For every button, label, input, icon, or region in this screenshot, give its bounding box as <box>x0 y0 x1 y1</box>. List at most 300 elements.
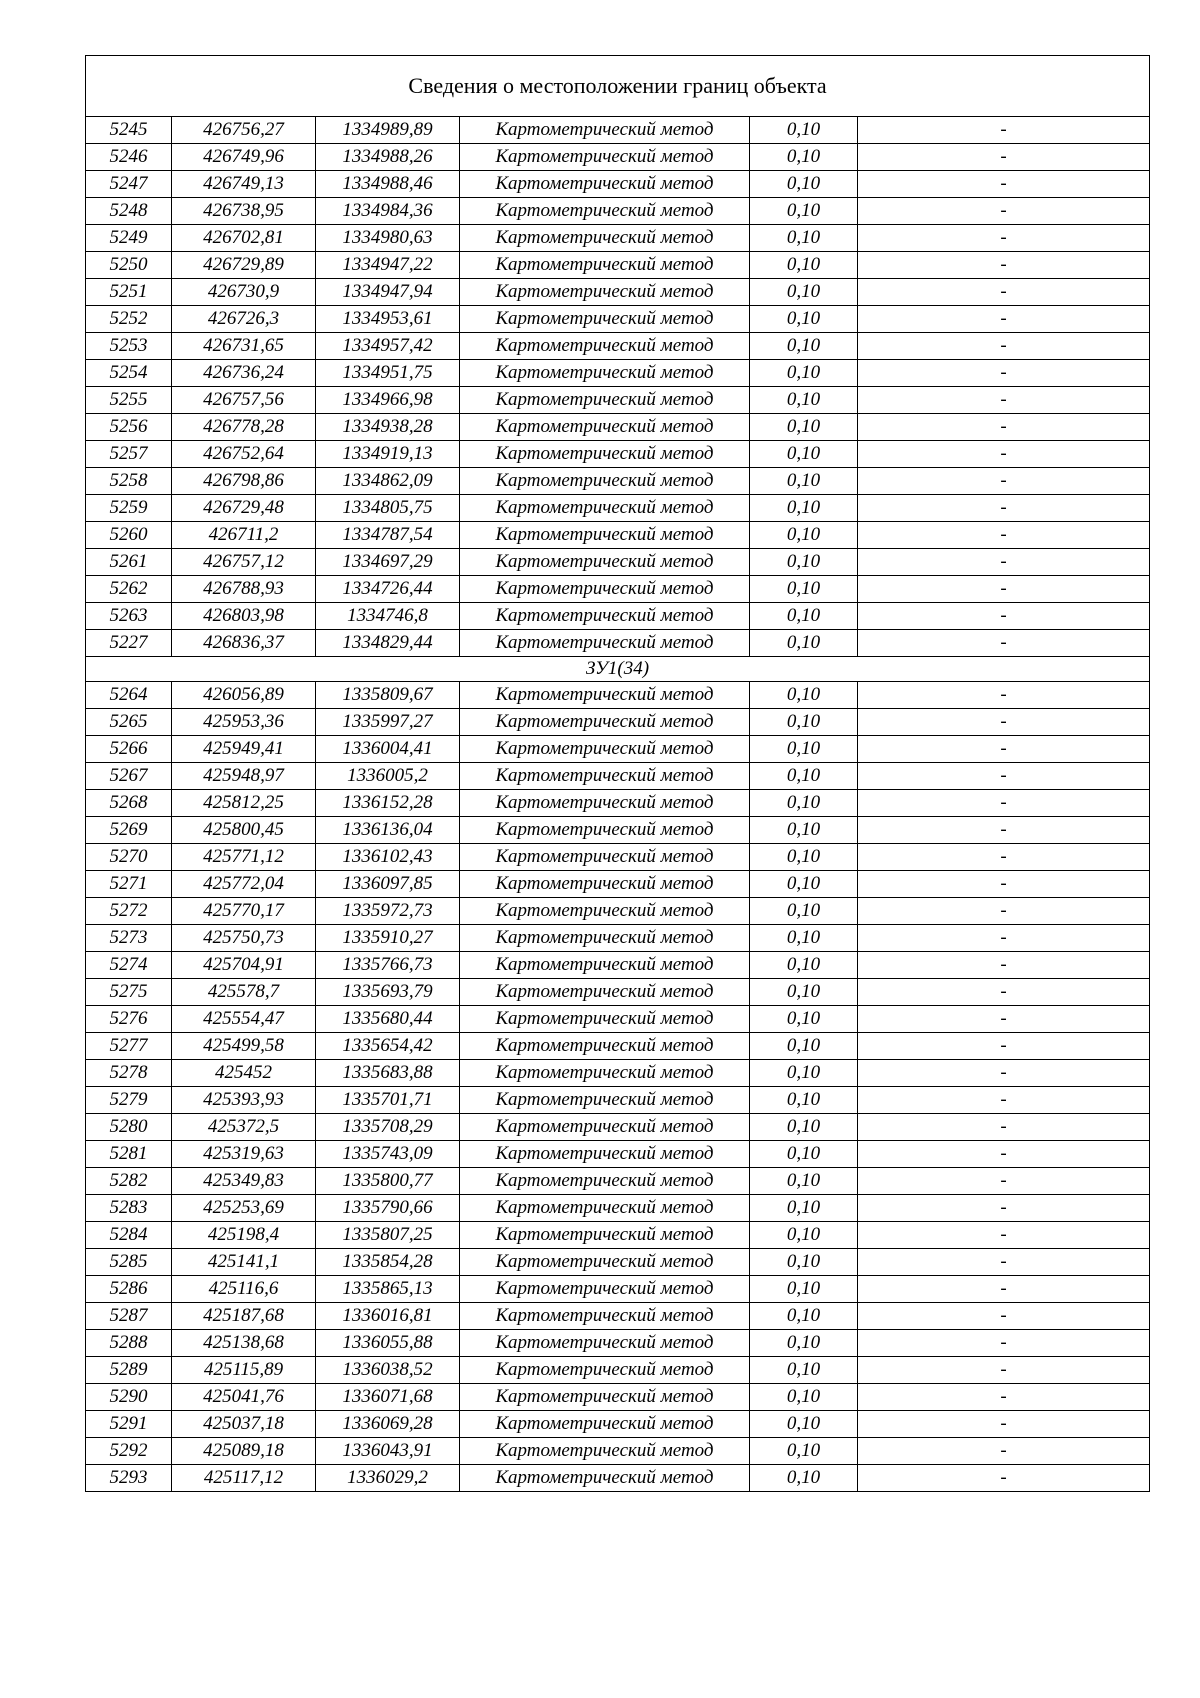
x-coordinate-cell: 426730,9 <box>172 279 316 306</box>
accuracy-cell: 0,10 <box>750 736 858 763</box>
x-coordinate-cell: 426056,89 <box>172 682 316 709</box>
accuracy-cell: 0,10 <box>750 1087 858 1114</box>
accuracy-cell: 0,10 <box>750 709 858 736</box>
table-row <box>86 1195 1150 1222</box>
method-cell: Картометрический метод <box>460 736 750 763</box>
method-cell: Картометрический метод <box>460 171 750 198</box>
method-cell: Картометрический метод <box>460 1114 750 1141</box>
y-coordinate-cell: 1335743,09 <box>316 1141 460 1168</box>
accuracy-cell: 0,10 <box>750 360 858 387</box>
table-row <box>86 1060 1150 1087</box>
note-cell: - <box>858 387 1150 414</box>
note-cell: - <box>858 1384 1150 1411</box>
accuracy-cell: 0,10 <box>750 495 858 522</box>
note-cell: - <box>858 1006 1150 1033</box>
point-number-cell: 5268 <box>86 790 172 817</box>
y-coordinate-cell: 1335865,13 <box>316 1276 460 1303</box>
y-coordinate-cell: 1335910,27 <box>316 925 460 952</box>
x-coordinate-cell: 425800,45 <box>172 817 316 844</box>
x-coordinate-cell: 425187,68 <box>172 1303 316 1330</box>
y-coordinate-cell: 1336005,2 <box>316 763 460 790</box>
note-cell: - <box>858 763 1150 790</box>
method-cell: Картометрический метод <box>460 709 750 736</box>
point-number-cell: 5254 <box>86 360 172 387</box>
y-coordinate-cell: 1335809,67 <box>316 682 460 709</box>
method-cell: Картометрический метод <box>460 1060 750 1087</box>
method-cell: Картометрический метод <box>460 1357 750 1384</box>
note-cell: - <box>858 333 1150 360</box>
x-coordinate-cell: 425953,36 <box>172 709 316 736</box>
point-number-cell: 5265 <box>86 709 172 736</box>
x-coordinate-cell: 425117,12 <box>172 1465 316 1492</box>
y-coordinate-cell: 1335997,27 <box>316 709 460 736</box>
method-cell: Картометрический метод <box>460 522 750 549</box>
accuracy-cell: 0,10 <box>750 1357 858 1384</box>
accuracy-cell: 0,10 <box>750 979 858 1006</box>
y-coordinate-cell: 1334980,63 <box>316 225 460 252</box>
table-row <box>86 549 1150 576</box>
x-coordinate-cell: 426788,93 <box>172 576 316 603</box>
table-row <box>86 1006 1150 1033</box>
note-cell: - <box>858 144 1150 171</box>
y-coordinate-cell: 1336038,52 <box>316 1357 460 1384</box>
x-coordinate-cell: 425253,69 <box>172 1195 316 1222</box>
y-coordinate-cell: 1335680,44 <box>316 1006 460 1033</box>
point-number-cell: 5290 <box>86 1384 172 1411</box>
note-cell: - <box>858 1465 1150 1492</box>
point-number-cell: 5276 <box>86 1006 172 1033</box>
point-number-cell: 5258 <box>86 468 172 495</box>
x-coordinate-cell: 425499,58 <box>172 1033 316 1060</box>
x-coordinate-cell: 426778,28 <box>172 414 316 441</box>
point-number-cell: 5266 <box>86 736 172 763</box>
method-cell: Картометрический метод <box>460 117 750 144</box>
method-cell: Картометрический метод <box>460 306 750 333</box>
accuracy-cell: 0,10 <box>750 1465 858 1492</box>
table-row <box>86 1384 1150 1411</box>
method-cell: Картометрический метод <box>460 898 750 925</box>
note-cell: - <box>858 736 1150 763</box>
note-cell: - <box>858 844 1150 871</box>
y-coordinate-cell: 1335708,29 <box>316 1114 460 1141</box>
accuracy-cell: 0,10 <box>750 441 858 468</box>
table-row <box>86 817 1150 844</box>
note-cell: - <box>858 1195 1150 1222</box>
method-cell: Картометрический метод <box>460 387 750 414</box>
point-number-cell: 5247 <box>86 171 172 198</box>
method-cell: Картометрический метод <box>460 549 750 576</box>
accuracy-cell: 0,10 <box>750 1114 858 1141</box>
accuracy-cell: 0,10 <box>750 468 858 495</box>
accuracy-cell: 0,10 <box>750 817 858 844</box>
y-coordinate-cell: 1334862,09 <box>316 468 460 495</box>
y-coordinate-cell: 1334938,28 <box>316 414 460 441</box>
x-coordinate-cell: 425750,73 <box>172 925 316 952</box>
y-coordinate-cell: 1334805,75 <box>316 495 460 522</box>
y-coordinate-cell: 1334989,89 <box>316 117 460 144</box>
y-coordinate-cell: 1336043,91 <box>316 1438 460 1465</box>
table-row <box>86 790 1150 817</box>
point-number-cell: 5284 <box>86 1222 172 1249</box>
accuracy-cell: 0,10 <box>750 790 858 817</box>
table-row <box>86 1411 1150 1438</box>
note-cell: - <box>858 952 1150 979</box>
method-cell: Картометрический метод <box>460 225 750 252</box>
method-cell: Картометрический метод <box>460 144 750 171</box>
accuracy-cell: 0,10 <box>750 117 858 144</box>
note-cell: - <box>858 790 1150 817</box>
y-coordinate-cell: 1334947,22 <box>316 252 460 279</box>
table-row <box>86 387 1150 414</box>
note-cell: - <box>858 1168 1150 1195</box>
table-row <box>86 925 1150 952</box>
method-cell: Картометрический метод <box>460 198 750 225</box>
y-coordinate-cell: 1335972,73 <box>316 898 460 925</box>
x-coordinate-cell: 426749,96 <box>172 144 316 171</box>
note-cell: - <box>858 1276 1150 1303</box>
point-number-cell: 5288 <box>86 1330 172 1357</box>
accuracy-cell: 0,10 <box>750 898 858 925</box>
note-cell: - <box>858 252 1150 279</box>
point-number-cell: 5249 <box>86 225 172 252</box>
point-number-cell: 5227 <box>86 630 172 657</box>
x-coordinate-cell: 426757,12 <box>172 549 316 576</box>
method-cell: Картометрический метод <box>460 603 750 630</box>
accuracy-cell: 0,10 <box>750 306 858 333</box>
point-number-cell: 5282 <box>86 1168 172 1195</box>
method-cell: Картометрический метод <box>460 1276 750 1303</box>
y-coordinate-cell: 1335790,66 <box>316 1195 460 1222</box>
accuracy-cell: 0,10 <box>750 1195 858 1222</box>
x-coordinate-cell: 425772,04 <box>172 871 316 898</box>
accuracy-cell: 0,10 <box>750 871 858 898</box>
x-coordinate-cell: 425812,25 <box>172 790 316 817</box>
x-coordinate-cell: 425554,47 <box>172 1006 316 1033</box>
point-number-cell: 5291 <box>86 1411 172 1438</box>
x-coordinate-cell: 425948,97 <box>172 763 316 790</box>
y-coordinate-cell: 1336102,43 <box>316 844 460 871</box>
y-coordinate-cell: 1334726,44 <box>316 576 460 603</box>
x-coordinate-cell: 426803,98 <box>172 603 316 630</box>
note-cell: - <box>858 468 1150 495</box>
x-coordinate-cell: 426836,37 <box>172 630 316 657</box>
x-coordinate-cell: 426736,24 <box>172 360 316 387</box>
accuracy-cell: 0,10 <box>750 198 858 225</box>
note-cell: - <box>858 360 1150 387</box>
y-coordinate-cell: 1334953,61 <box>316 306 460 333</box>
table-row <box>86 844 1150 871</box>
accuracy-cell: 0,10 <box>750 225 858 252</box>
method-cell: Картометрический метод <box>460 1006 750 1033</box>
note-cell: - <box>858 709 1150 736</box>
table-row <box>86 979 1150 1006</box>
point-number-cell: 5278 <box>86 1060 172 1087</box>
section-row <box>86 657 1150 682</box>
method-cell: Картометрический метод <box>460 1195 750 1222</box>
point-number-cell: 5267 <box>86 763 172 790</box>
method-cell: Картометрический метод <box>460 1087 750 1114</box>
table-row <box>86 1168 1150 1195</box>
table-row <box>86 952 1150 979</box>
table-row <box>86 1087 1150 1114</box>
accuracy-cell: 0,10 <box>750 1384 858 1411</box>
point-number-cell: 5293 <box>86 1465 172 1492</box>
accuracy-cell: 0,10 <box>750 1438 858 1465</box>
x-coordinate-cell: 425349,83 <box>172 1168 316 1195</box>
note-cell: - <box>858 898 1150 925</box>
method-cell: Картометрический метод <box>460 763 750 790</box>
table-row <box>86 709 1150 736</box>
method-cell: Картометрический метод <box>460 279 750 306</box>
note-cell: - <box>858 225 1150 252</box>
y-coordinate-cell: 1334988,46 <box>316 171 460 198</box>
note-cell: - <box>858 1330 1150 1357</box>
y-coordinate-cell: 1335807,25 <box>316 1222 460 1249</box>
note-cell: - <box>858 1114 1150 1141</box>
point-number-cell: 5261 <box>86 549 172 576</box>
accuracy-cell: 0,10 <box>750 925 858 952</box>
note-cell: - <box>858 682 1150 709</box>
x-coordinate-cell: 426752,64 <box>172 441 316 468</box>
y-coordinate-cell: 1335701,71 <box>316 1087 460 1114</box>
table-row <box>86 630 1150 657</box>
note-cell: - <box>858 171 1150 198</box>
table-row <box>86 441 1150 468</box>
y-coordinate-cell: 1336097,85 <box>316 871 460 898</box>
accuracy-cell: 0,10 <box>750 1330 858 1357</box>
x-coordinate-cell: 425089,18 <box>172 1438 316 1465</box>
point-number-cell: 5248 <box>86 198 172 225</box>
accuracy-cell: 0,10 <box>750 1033 858 1060</box>
y-coordinate-cell: 1334988,26 <box>316 144 460 171</box>
point-number-cell: 5269 <box>86 817 172 844</box>
y-coordinate-cell: 1336016,81 <box>316 1303 460 1330</box>
method-cell: Картометрический метод <box>460 844 750 871</box>
accuracy-cell: 0,10 <box>750 549 858 576</box>
table-row <box>86 871 1150 898</box>
method-cell: Картометрический метод <box>460 360 750 387</box>
x-coordinate-cell: 426738,95 <box>172 198 316 225</box>
point-number-cell: 5279 <box>86 1087 172 1114</box>
y-coordinate-cell: 1336004,41 <box>316 736 460 763</box>
method-cell: Картометрический метод <box>460 979 750 1006</box>
document-page <box>85 55 1149 1492</box>
table-row <box>86 522 1150 549</box>
x-coordinate-cell: 426729,48 <box>172 495 316 522</box>
note-cell: - <box>858 1087 1150 1114</box>
x-coordinate-cell: 425141,1 <box>172 1249 316 1276</box>
x-coordinate-cell: 425393,93 <box>172 1087 316 1114</box>
point-number-cell: 5252 <box>86 306 172 333</box>
point-number-cell: 5270 <box>86 844 172 871</box>
table-row <box>86 495 1150 522</box>
accuracy-cell: 0,10 <box>750 844 858 871</box>
x-coordinate-cell: 425115,89 <box>172 1357 316 1384</box>
y-coordinate-cell: 1336152,28 <box>316 790 460 817</box>
table-row <box>86 763 1150 790</box>
accuracy-cell: 0,10 <box>750 952 858 979</box>
method-cell: Картометрический метод <box>460 1141 750 1168</box>
note-cell: - <box>858 1411 1150 1438</box>
note-cell: - <box>858 979 1150 1006</box>
accuracy-cell: 0,10 <box>750 1222 858 1249</box>
table-row <box>86 736 1150 763</box>
point-number-cell: 5263 <box>86 603 172 630</box>
note-cell: - <box>858 1060 1150 1087</box>
method-cell: Картометрический метод <box>460 1033 750 1060</box>
table-row <box>86 576 1150 603</box>
point-number-cell: 5286 <box>86 1276 172 1303</box>
x-coordinate-cell: 425452 <box>172 1060 316 1087</box>
accuracy-cell: 0,10 <box>750 522 858 549</box>
x-coordinate-cell: 425704,91 <box>172 952 316 979</box>
method-cell: Картометрический метод <box>460 1222 750 1249</box>
point-number-cell: 5257 <box>86 441 172 468</box>
note-cell: - <box>858 306 1150 333</box>
note-cell: - <box>858 1222 1150 1249</box>
accuracy-cell: 0,10 <box>750 279 858 306</box>
x-coordinate-cell: 425041,76 <box>172 1384 316 1411</box>
table-row <box>86 1276 1150 1303</box>
accuracy-cell: 0,10 <box>750 576 858 603</box>
table-row <box>86 1222 1150 1249</box>
method-cell: Картометрический метод <box>460 495 750 522</box>
method-cell: Картометрический метод <box>460 790 750 817</box>
table-row <box>86 1033 1150 1060</box>
y-coordinate-cell: 1335800,77 <box>316 1168 460 1195</box>
note-cell: - <box>858 871 1150 898</box>
table-row <box>86 225 1150 252</box>
method-cell: Картометрический метод <box>460 682 750 709</box>
accuracy-cell: 0,10 <box>750 252 858 279</box>
point-number-cell: 5277 <box>86 1033 172 1060</box>
note-cell: - <box>858 1303 1150 1330</box>
note-cell: - <box>858 522 1150 549</box>
note-cell: - <box>858 576 1150 603</box>
y-coordinate-cell: 1334829,44 <box>316 630 460 657</box>
accuracy-cell: 0,10 <box>750 144 858 171</box>
note-cell: - <box>858 495 1150 522</box>
y-coordinate-cell: 1334787,54 <box>316 522 460 549</box>
accuracy-cell: 0,10 <box>750 682 858 709</box>
table-row <box>86 1114 1150 1141</box>
x-coordinate-cell: 426749,13 <box>172 171 316 198</box>
method-cell: Картометрический метод <box>460 817 750 844</box>
method-cell: Картометрический метод <box>460 414 750 441</box>
accuracy-cell: 0,10 <box>750 387 858 414</box>
table-row <box>86 1465 1150 1492</box>
boundary-coordinates-table <box>85 55 1150 1492</box>
x-coordinate-cell: 426729,89 <box>172 252 316 279</box>
y-coordinate-cell: 1335766,73 <box>316 952 460 979</box>
point-number-cell: 5274 <box>86 952 172 979</box>
y-coordinate-cell: 1334746,8 <box>316 603 460 630</box>
table-row <box>86 360 1150 387</box>
x-coordinate-cell: 426798,86 <box>172 468 316 495</box>
y-coordinate-cell: 1334984,36 <box>316 198 460 225</box>
table-row <box>86 144 1150 171</box>
point-number-cell: 5255 <box>86 387 172 414</box>
section-label: ЗУ1(34) <box>86 657 1150 682</box>
note-cell: - <box>858 1438 1150 1465</box>
accuracy-cell: 0,10 <box>750 414 858 441</box>
method-cell: Картометрический метод <box>460 925 750 952</box>
x-coordinate-cell: 426757,56 <box>172 387 316 414</box>
method-cell: Картометрический метод <box>460 468 750 495</box>
point-number-cell: 5271 <box>86 871 172 898</box>
accuracy-cell: 0,10 <box>750 1168 858 1195</box>
y-coordinate-cell: 1336136,04 <box>316 817 460 844</box>
method-cell: Картометрический метод <box>460 1384 750 1411</box>
accuracy-cell: 0,10 <box>750 1411 858 1438</box>
table-row <box>86 1249 1150 1276</box>
y-coordinate-cell: 1336071,68 <box>316 1384 460 1411</box>
accuracy-cell: 0,10 <box>750 1303 858 1330</box>
title-row <box>86 56 1150 117</box>
method-cell: Картометрический метод <box>460 576 750 603</box>
y-coordinate-cell: 1334966,98 <box>316 387 460 414</box>
x-coordinate-cell: 426726,3 <box>172 306 316 333</box>
point-number-cell: 5272 <box>86 898 172 925</box>
x-coordinate-cell: 425116,6 <box>172 1276 316 1303</box>
method-cell: Картометрический метод <box>460 333 750 360</box>
accuracy-cell: 0,10 <box>750 1249 858 1276</box>
table-row <box>86 252 1150 279</box>
method-cell: Картометрический метод <box>460 1168 750 1195</box>
point-number-cell: 5259 <box>86 495 172 522</box>
x-coordinate-cell: 425198,4 <box>172 1222 316 1249</box>
x-coordinate-cell: 426731,65 <box>172 333 316 360</box>
table-row <box>86 1141 1150 1168</box>
accuracy-cell: 0,10 <box>750 333 858 360</box>
note-cell: - <box>858 1033 1150 1060</box>
y-coordinate-cell: 1336029,2 <box>316 1465 460 1492</box>
y-coordinate-cell: 1334951,75 <box>316 360 460 387</box>
y-coordinate-cell: 1335654,42 <box>316 1033 460 1060</box>
note-cell: - <box>858 603 1150 630</box>
point-number-cell: 5260 <box>86 522 172 549</box>
accuracy-cell: 0,10 <box>750 1006 858 1033</box>
point-number-cell: 5253 <box>86 333 172 360</box>
table-row <box>86 682 1150 709</box>
method-cell: Картометрический метод <box>460 252 750 279</box>
table-row <box>86 468 1150 495</box>
x-coordinate-cell: 425578,7 <box>172 979 316 1006</box>
method-cell: Картометрический метод <box>460 1411 750 1438</box>
point-number-cell: 5275 <box>86 979 172 1006</box>
table-row <box>86 306 1150 333</box>
point-number-cell: 5250 <box>86 252 172 279</box>
point-number-cell: 5264 <box>86 682 172 709</box>
note-cell: - <box>858 279 1150 306</box>
x-coordinate-cell: 426702,81 <box>172 225 316 252</box>
method-cell: Картометрический метод <box>460 630 750 657</box>
point-number-cell: 5246 <box>86 144 172 171</box>
y-coordinate-cell: 1336069,28 <box>316 1411 460 1438</box>
table-row <box>86 171 1150 198</box>
table-row <box>86 1330 1150 1357</box>
accuracy-cell: 0,10 <box>750 1276 858 1303</box>
table-row <box>86 414 1150 441</box>
accuracy-cell: 0,10 <box>750 763 858 790</box>
note-cell: - <box>858 630 1150 657</box>
accuracy-cell: 0,10 <box>750 1060 858 1087</box>
table-row <box>86 198 1150 225</box>
method-cell: Картометрический метод <box>460 441 750 468</box>
point-number-cell: 5273 <box>86 925 172 952</box>
x-coordinate-cell: 425037,18 <box>172 1411 316 1438</box>
point-number-cell: 5245 <box>86 117 172 144</box>
